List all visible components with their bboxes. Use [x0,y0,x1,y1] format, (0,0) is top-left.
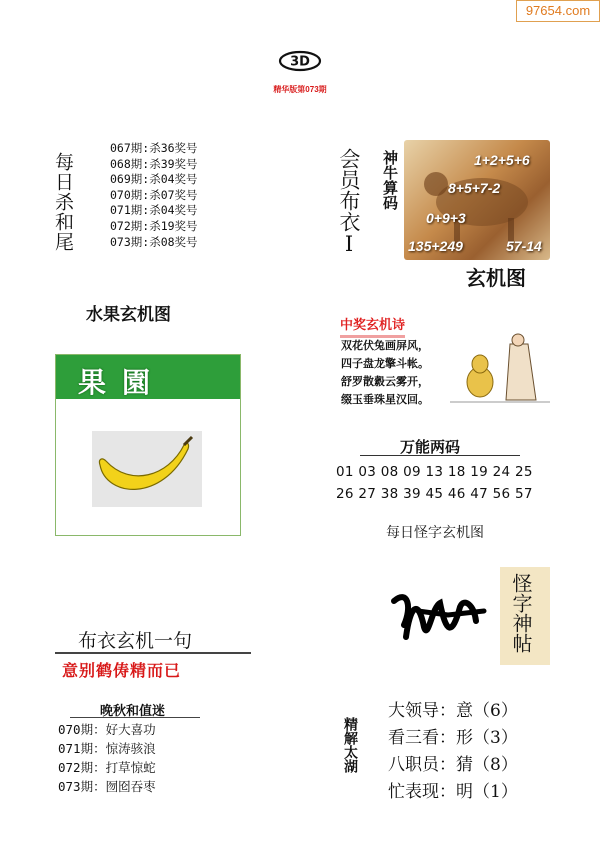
list-item: 忙表现：明（1） [388,782,518,802]
list-item: 八职员：猜（8） [388,755,518,775]
poem-line: 缀玉垂珠星汉回。 [341,393,429,406]
divider [55,652,251,654]
buyi-title: 布衣玄机一句 [78,630,193,652]
riddles-title: 晚秋和值迷 [100,704,166,719]
formula-4: 135+249 [408,238,463,254]
buyi-line: 意别鹤俦精而已 [62,661,182,680]
ox-title: 神牛算码 [381,150,399,210]
guai-title: 每日怪字玄机图 [386,525,484,541]
list-item: 073期:杀08奖号 [110,234,198,249]
list-item: 071期：惊涛骇浪 [58,741,156,756]
watermark: 97654.com [516,0,600,22]
daily-kill-list [110,141,198,250]
formula-5: 57-14 [506,238,542,254]
fruit-image-frame [92,431,202,507]
logo-text: 3D [290,54,310,70]
list-item: 069期:杀04奖号 [110,172,198,187]
formula-1: 1+2+5+6 [474,152,530,168]
scholar-gourd-icon [446,330,552,410]
banana-icon [92,431,202,507]
guai-panel-text: 怪字神帖 [509,573,533,653]
list-item: 072期：打草惊蛇 [58,760,156,775]
divider [70,717,200,718]
edition-label: 精华版第073期 [273,85,327,94]
list-item: 068期:杀39奖号 [110,156,198,171]
fruit-panel [55,354,241,536]
fruit-header: 果園 [78,366,167,399]
list-item: 070期：好大喜功 [58,722,156,737]
riddles-list [58,720,156,796]
list-item: 072期:杀19奖号 [110,218,198,233]
jingjie-title: 精解太湖 [342,717,358,773]
poem-lines [341,337,429,409]
guai-image [388,567,550,665]
list-item: 大领导：意（6） [388,701,518,721]
two-codes-numbers [336,461,550,505]
list-item: 070期:杀07奖号 [110,187,198,202]
two-codes-title: 万能两码 [400,438,461,456]
list-item: 073期：囫囵吞枣 [58,779,156,794]
numbers-row: 01 03 08 09 13 18 19 24 25 [336,464,533,480]
formula-3: 0+9+3 [426,210,466,226]
numbers-row: 26 27 38 39 45 46 47 56 57 [336,486,533,502]
member-title: 会员布衣I [337,148,361,256]
formula-2: 8+5+7-2 [448,180,501,196]
list-item: 看三看：形（3） [388,728,518,748]
jingjie-list [388,698,518,806]
daily-kill-title: 每日杀和尾 [52,152,74,252]
poem-line: 双花伏兔画屏风， [341,339,429,352]
fruit-header-bar [56,355,240,399]
poem-line: 四子盘龙擎斗帐。 [341,357,429,370]
poem-title: 中奖玄机诗 [340,314,405,338]
poem-line: 舒罗散縠云雾开， [341,375,429,388]
3d-logo [278,50,322,72]
fruit-title: 水果玄机图 [86,305,171,325]
list-item: 067期:杀36奖号 [110,141,198,155]
ox-image [404,140,550,260]
divider [360,455,520,456]
member-caption: 玄机图 [466,266,526,290]
list-item: 071期:杀04奖号 [110,203,198,218]
